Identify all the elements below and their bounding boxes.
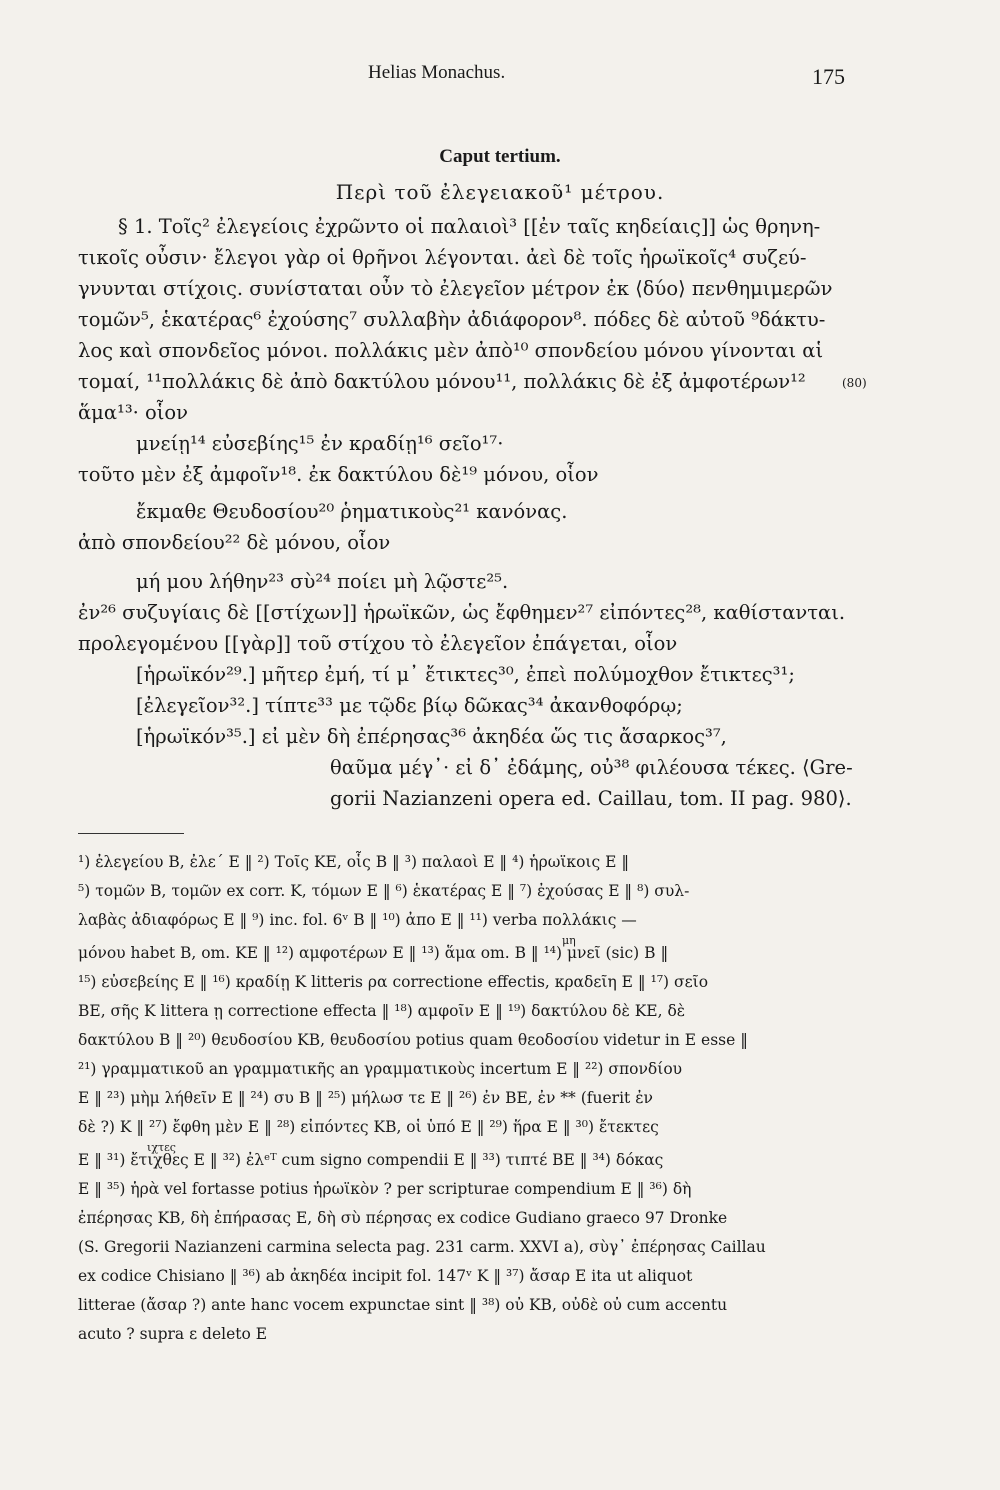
text-line: τομαί, ¹¹πολλάκις δὲ ἀπὸ δακτύλου μόνου¹¹, πολλάκις δὲ ἐξ ἀμφοτέρων¹² xyxy=(78,370,806,393)
verse-line: θαῦμα μέγ᾽· εἰ δ᾽ ἐδάμης, οὐ³⁸ φιλέουσα τέκες. ⟨Gre- xyxy=(330,756,853,779)
footnote-line: ¹⁵) εὐσεβείης E ‖ ¹⁶) κραδίῃ K litteris ρα correctione effectis, κραδεῖη E ‖ ¹⁷) σεῖο xyxy=(78,973,709,991)
verse-line: [ἐλεγεῖον³².] τίπτε³³ με τῷδε βίῳ δῶκας³⁴ ἀκανθοφόρῳ; xyxy=(136,694,683,717)
footnote-line: ⁵) τομῶν B, τομῶν ex corr. K, τόμων E ‖ ⁶) ἑκατέρας E ‖ ⁷) ἐχούσας E ‖ ⁸) συλ- xyxy=(78,882,690,900)
verse-line: μνείῃ¹⁴ εὐσεβίης¹⁵ ἐν κραδίῃ¹⁶ σεῖο¹⁷· xyxy=(136,432,504,455)
footnote-line: λαβὰς ἀδιαφόρως E ‖ ⁹) inc. fol. 6ᵛ B ‖ ¹⁰) ἀπο E ‖ ¹¹) verba πολλάκις — xyxy=(78,911,637,929)
chapter-title: Caput tertium. xyxy=(439,146,561,167)
verse-line: μή μου λήθην²³ σὺ²⁴ ποίει μὴ λῷστε²⁵. xyxy=(136,570,509,593)
footnote-line: ἐπέρησας KB, δὴ ἐπήρασας E, δὴ σὺ πέρησας ex codice Gudiano graeco 97 Dronke xyxy=(78,1209,728,1227)
verse-line: [ἡρωϊκόν²⁹.] μῆτερ ἐμή, τί μ᾽ ἔτικτες³⁰, ἐπεὶ πολύμοχθον ἔτικτες³¹; xyxy=(136,663,795,686)
footnote-line: ²¹) γραμματικοῦ an γραμματικῆς an γραμματικοὺς incertum E ‖ ²²) σπονδίου xyxy=(78,1060,683,1078)
footnote-line: E ‖ ²³) μὴμ λήθεῖν E ‖ ²⁴) συ B ‖ ²⁵) μήλωσ τε E ‖ ²⁶) ἐν BE, ἐν ** (fuerit ἐν xyxy=(78,1089,653,1107)
text-line: τομῶν⁵, ἑκατέρας⁶ ἐχούσης⁷ συλλαβὴν ἀδιάφορον⁸. πόδες δὲ αὐτοῦ ⁹δάκτυ- xyxy=(78,308,826,331)
footnote-line: litterae (ἄσαρ ?) ante hanc vocem expunctae sint ‖ ³⁸) οὐ KB, οὐδὲ οὐ cum accentu xyxy=(78,1296,728,1314)
footnote-line: δακτύλου B ‖ ²⁰) θευδοσίου KB, θευδοσίου potius quam θεοδοσίου videtur in E esse ‖ xyxy=(78,1031,748,1049)
verse-line: [ἡρωϊκόν³⁵.] εἰ μὲν δὴ ἐπέρησας³⁶ ἀκηδέα ὥς τις ἄσαρκος³⁷, xyxy=(136,725,727,748)
footnote-line: ¹) ἐλεγείου B, ἐλε´ E ‖ ²) Τοῖς KE, οἷς B ‖ ³) παλαοὶ E ‖ ⁴) ἡρωϊκοις E ‖ xyxy=(78,853,630,871)
text-line: λος καὶ σπονδεῖος μόνοι. πολλάκις μὲν ἀπὸ¹⁰ σπονδείου μόνου γίνονται αἱ xyxy=(78,339,824,362)
footnote-line: E ‖ ³¹) ἔτιχθες E ‖ ³²) ἐλᵉᵀ cum signo compendii E ‖ ³³) τιπτέ BE ‖ ³⁴) δόκας xyxy=(78,1151,664,1169)
text-line: γνυνται στίχοις. συνίσταται οὖν τὸ ἐλεγεῖον μέτρον ἐκ ⟨δύο⟩ πενθημιμερῶν xyxy=(78,277,833,300)
text-line: ἀπὸ σπονδείου²² δὲ μόνου, οἷον xyxy=(78,531,391,554)
text-line: τικοῖς οὖσιν· ἔλεγοι γὰρ οἱ θρῆνοι λέγονται. ἀεὶ δὲ τοῖς ἡρωϊκοῖς⁴ συζεύ- xyxy=(78,246,807,269)
footnote-line: acuto ? supra ε deleto E xyxy=(78,1325,268,1343)
verse-line: ἔκμαθε Θευδοσίου²⁰ ῥηματικοὺς²¹ κανόνας. xyxy=(136,500,568,523)
footnote-line: δὲ ?) K ‖ ²⁷) ἔφθη μὲν E ‖ ²⁸) εἰπόντες KB, οἱ ὑπό E ‖ ²⁹) ἥρα E ‖ ³⁰) ἔτεκτες xyxy=(78,1118,659,1136)
text-line: ἐν²⁶ συζυγίαις δὲ [[στίχων]] ἡρωϊκῶν, ὡς ἔφθημεν²⁷ εἰπόντες²⁸, καθίστανται. xyxy=(78,601,846,624)
chapter-subtitle: Περὶ τοῦ ἐλεγειακοῦ¹ μέτρου. xyxy=(335,180,665,204)
running-head: Helias Monachus. xyxy=(368,62,506,83)
text-line: § 1. Τοῖς² ἐλεγείοις ἐχρῶντο οἱ παλαιοὶ³ [[ἐν ταῖς κηδείαις]] ὡς θρηνη- xyxy=(118,215,821,238)
text-line: τοῦτο μὲν ἐξ ἀμφοῖν¹⁸. ἐκ δακτύλου δὲ¹⁹ μόνου, οἷον xyxy=(78,463,599,486)
footnote-line: E ‖ ³⁵) ἡρὰ vel fortasse potius ἡρωϊκὸν ? per scripturae compendium E ‖ ³⁶) δὴ xyxy=(78,1180,692,1198)
footnote-line: ex codice Chisiano ‖ ³⁶) ab ἀκηδέα incipit fol. 147ᵛ K ‖ ³⁷) ἄσαρ E ita ut aliquot xyxy=(78,1267,693,1285)
footnote-superscript: ιχτες xyxy=(147,1141,176,1154)
page-number: 175 xyxy=(812,64,845,89)
footnote-line: (S. Gregorii Nazianzeni carmina selecta pag. 231 carm. XXVI a), σὺγ᾽ ἐπέρησας Caillau xyxy=(78,1238,766,1256)
footnote-divider xyxy=(78,833,184,834)
text-line: προλεγομένου [[γὰρ]] τοῦ στίχου τὸ ἐλεγεῖον ἐπάγεται, οἷον xyxy=(78,632,678,655)
footnote-superscript: μη xyxy=(562,934,576,947)
footnote-line: BE, σῆς K littera ῃ correctione effecta ‖ ¹⁸) αμφοῖν E ‖ ¹⁹) δακτύλου δὲ KE, δὲ xyxy=(78,1002,686,1020)
text-line: ἅμα¹³· οἷον xyxy=(78,401,189,424)
citation-line: gorii Nazianzeni opera ed. Caillau, tom. II pag. 980⟩. xyxy=(330,787,852,810)
footnote-line: μόνου habet B, om. KE ‖ ¹²) αμφοτέρων E ‖ ¹³) ἅμα om. B ‖ ¹⁴) μνεῖ (sic) B ‖ xyxy=(78,944,669,962)
margin-note: (80) xyxy=(842,376,867,390)
